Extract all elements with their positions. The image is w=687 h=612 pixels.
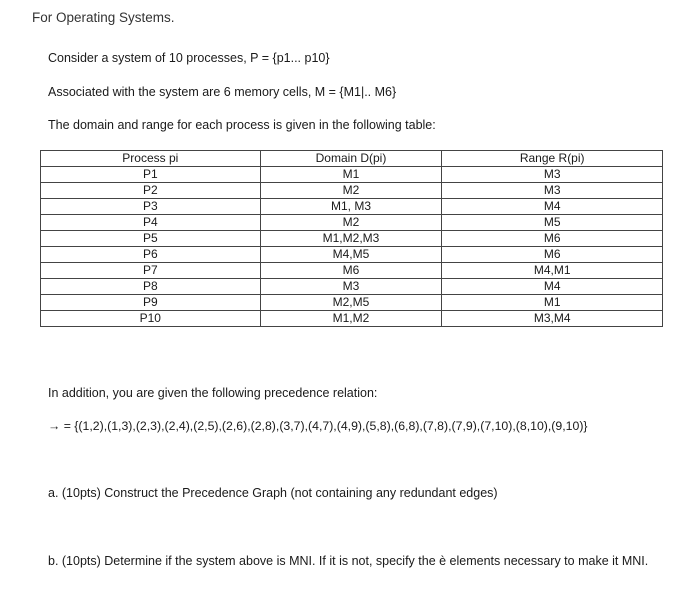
precedence-intro: In addition, you are given the following precedence relation:: [48, 386, 378, 400]
range-cell: M4: [442, 199, 663, 215]
process-cell: P8: [41, 279, 261, 295]
domain-cell: M1, M3: [260, 199, 442, 215]
question-b: b. (10pts) Determine if the system above is MNI. If it is not, specify the è elements necessary to make it MNI.: [48, 554, 649, 568]
process-cell: P3: [41, 199, 261, 215]
page-title: For Operating Systems.: [32, 10, 175, 25]
precedence-relation: → = {(1,2),(1,3),(2,3),(2,4),(2,5),(2,6),(2,8),(3,7),(4,7),(4,9),(5,8),(6,8),(7,8),(7,9),(7,10),(8,10),(9,10)}: [48, 419, 588, 433]
range-cell: M5: [442, 215, 663, 231]
table-row: [41, 279, 663, 295]
process-cell: P10: [41, 311, 261, 327]
domain-cell: M1,M2: [260, 311, 442, 327]
processes-statement: Consider a system of 10 processes, P = {p1... p10}: [48, 51, 330, 65]
process-cell: P5: [41, 231, 261, 247]
table-row: [41, 231, 663, 247]
range-cell: M3: [442, 167, 663, 183]
domain-cell: M2: [260, 183, 442, 199]
domain-cell: M1: [260, 167, 442, 183]
domain-cell: M6: [260, 263, 442, 279]
header-domain: Domain D(pi): [260, 151, 442, 167]
range-cell: M6: [442, 247, 663, 263]
header-range: Range R(pi): [442, 151, 663, 167]
range-cell: M3: [442, 183, 663, 199]
range-cell: M3,M4: [442, 311, 663, 327]
table-header-row: [41, 151, 663, 167]
domain-cell: M2: [260, 215, 442, 231]
table-row: [41, 247, 663, 263]
process-cell: P9: [41, 295, 261, 311]
table-row: [41, 311, 663, 327]
header-process: Process pi: [41, 151, 261, 167]
process-cell: P6: [41, 247, 261, 263]
range-cell: M1: [442, 295, 663, 311]
table-row: [41, 199, 663, 215]
range-cell: M4: [442, 279, 663, 295]
table-row: [41, 215, 663, 231]
domain-range-table: [40, 150, 663, 327]
memory-statement: Associated with the system are 6 memory cells, M = {M1|.. M6}: [48, 85, 397, 99]
process-cell: P7: [41, 263, 261, 279]
table-row: [41, 295, 663, 311]
process-cell: P1: [41, 167, 261, 183]
question-a: a. (10pts) Construct the Precedence Graph (not containing any redundant edges): [48, 486, 498, 500]
range-cell: M6: [442, 231, 663, 247]
process-cell: P4: [41, 215, 261, 231]
table-intro: The domain and range for each process is given in the following table:: [48, 118, 436, 132]
domain-cell: M1,M2,M3: [260, 231, 442, 247]
table-row: [41, 263, 663, 279]
domain-cell: M3: [260, 279, 442, 295]
process-cell: P2: [41, 183, 261, 199]
range-cell: M4,M1: [442, 263, 663, 279]
domain-cell: M2,M5: [260, 295, 442, 311]
table-row: [41, 167, 663, 183]
table-row: [41, 183, 663, 199]
domain-cell: M4,M5: [260, 247, 442, 263]
